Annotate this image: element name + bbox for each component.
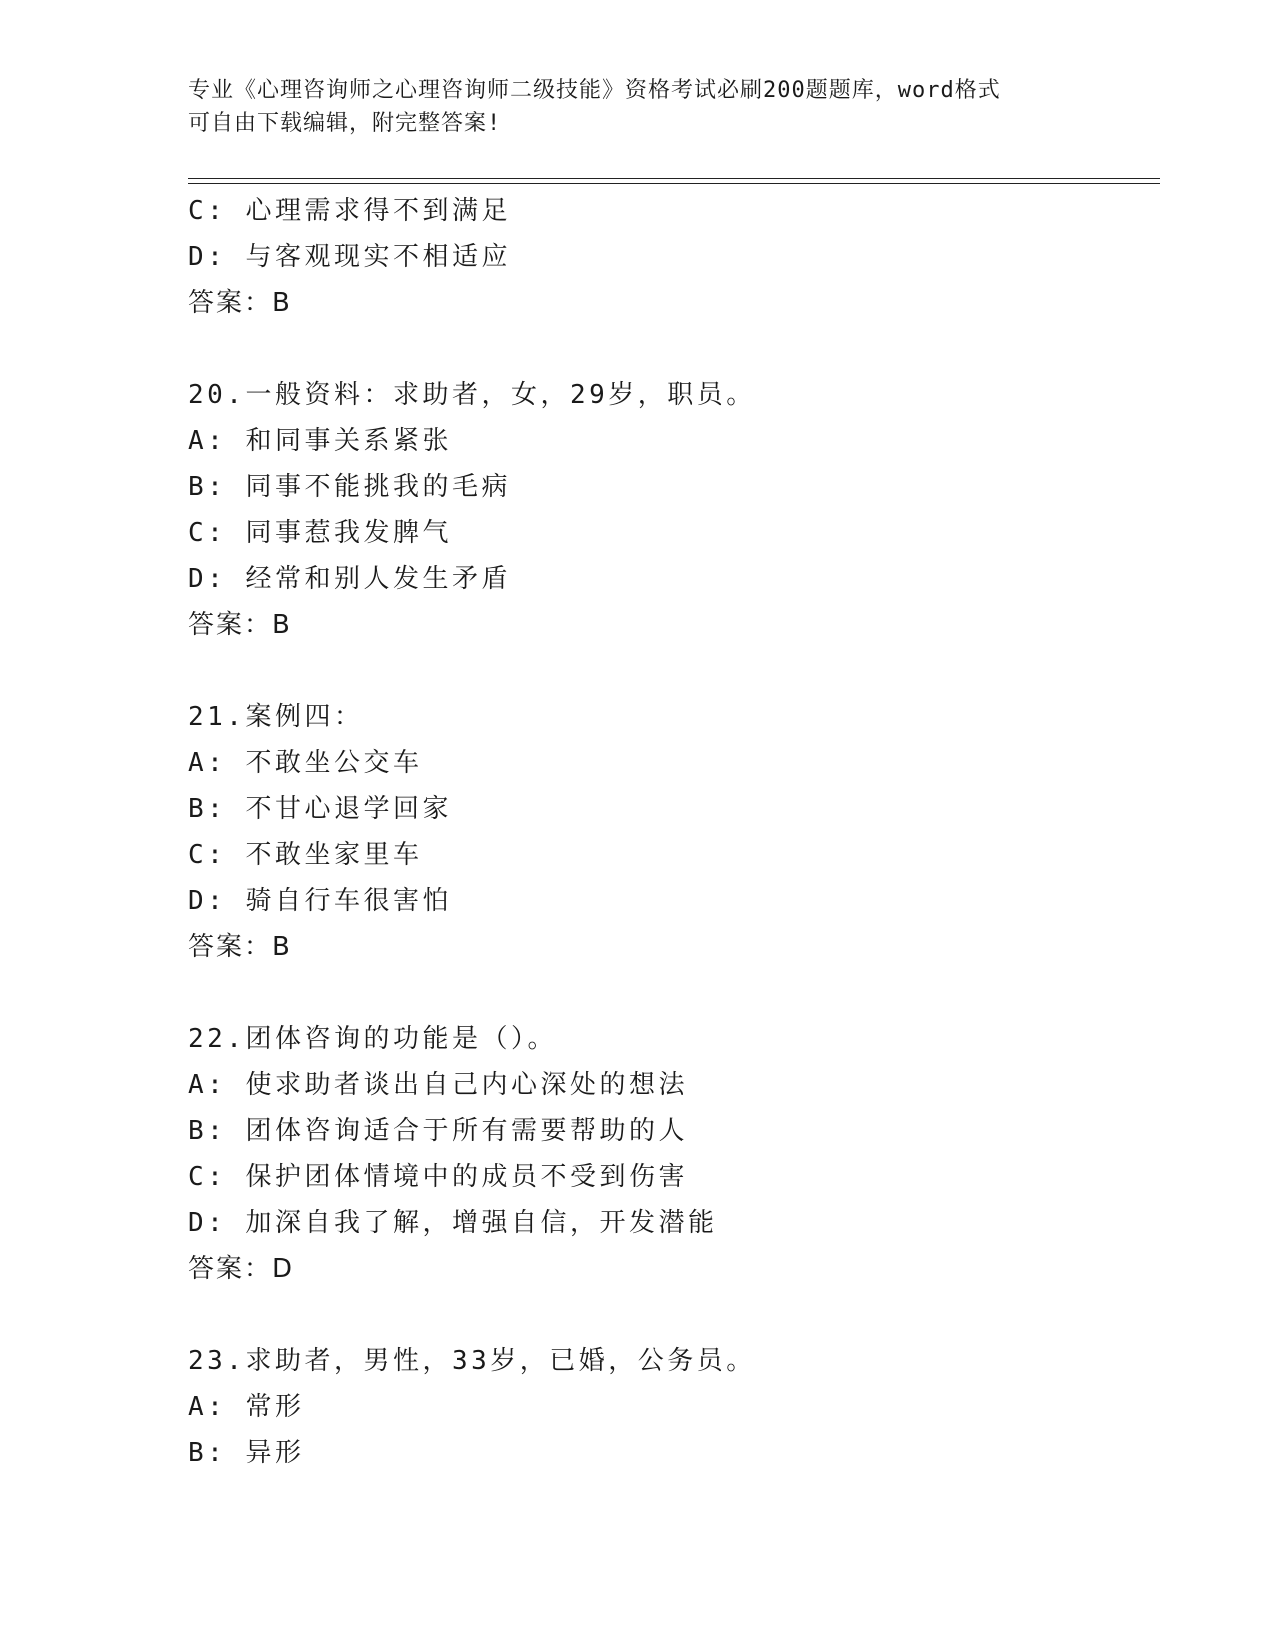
option-b: B: 同事不能挑我的毛病 bbox=[188, 472, 511, 502]
question-block-23 bbox=[188, 1338, 1138, 1476]
answer: 答案：B bbox=[188, 288, 292, 318]
header-title-line-1: 专业《心理咨询师之心理咨询师二级技能》资格考试必刷200题题库，word格式 bbox=[188, 78, 1001, 103]
option-c: C: 保护团体情境中的成员不受到伤害 bbox=[188, 1162, 688, 1192]
spacer bbox=[188, 1292, 1138, 1338]
option-b: B: 不甘心退学回家 bbox=[188, 794, 452, 824]
header-divider-bottom bbox=[188, 183, 1160, 184]
spacer bbox=[188, 970, 1138, 1016]
question-block-20 bbox=[188, 372, 1138, 648]
question-block-21 bbox=[188, 694, 1138, 970]
option-c: C: 心理需求得不到满足 bbox=[188, 196, 511, 226]
option-d: D: 骑自行车很害怕 bbox=[188, 886, 452, 916]
header-divider-top bbox=[188, 178, 1160, 179]
answer: 答案：D bbox=[188, 1254, 295, 1284]
option-d: D: 与客观现实不相适应 bbox=[188, 242, 511, 272]
spacer bbox=[188, 648, 1138, 694]
option-d: D: 经常和别人发生矛盾 bbox=[188, 564, 511, 594]
question-stem: 23.求助者，男性，33岁，已婚，公务员。 bbox=[188, 1346, 756, 1376]
option-b: B: 异形 bbox=[188, 1438, 305, 1468]
question-stem: 21.案例四： bbox=[188, 702, 364, 732]
option-c: C: 同事惹我发脾气 bbox=[188, 518, 452, 548]
answer: 答案：B bbox=[188, 610, 292, 640]
option-d: D: 加深自我了解，增强自信，开发潜能 bbox=[188, 1208, 718, 1238]
option-c: C: 不敢坐家里车 bbox=[188, 840, 423, 870]
option-b: B: 团体咨询适合于所有需要帮助的人 bbox=[188, 1116, 688, 1146]
option-a: A: 不敢坐公交车 bbox=[188, 748, 423, 778]
question-stem: 22.团体咨询的功能是（）。 bbox=[188, 1024, 557, 1054]
option-a: A: 使求助者谈出自己内心深处的想法 bbox=[188, 1070, 688, 1100]
question-list bbox=[188, 188, 1138, 1476]
option-a: A: 和同事关系紧张 bbox=[188, 426, 452, 456]
question-block-22 bbox=[188, 1016, 1138, 1292]
document-header bbox=[188, 74, 1088, 140]
question-stem: 20.一般资料：求助者，女，29岁，职员。 bbox=[188, 380, 756, 410]
answer: 答案：B bbox=[188, 932, 292, 962]
header-title-line-2: 可自由下载编辑，附完整答案! bbox=[188, 111, 502, 136]
spacer bbox=[188, 326, 1138, 372]
question-block-19 bbox=[188, 188, 1138, 326]
option-a: A: 常形 bbox=[188, 1392, 305, 1422]
